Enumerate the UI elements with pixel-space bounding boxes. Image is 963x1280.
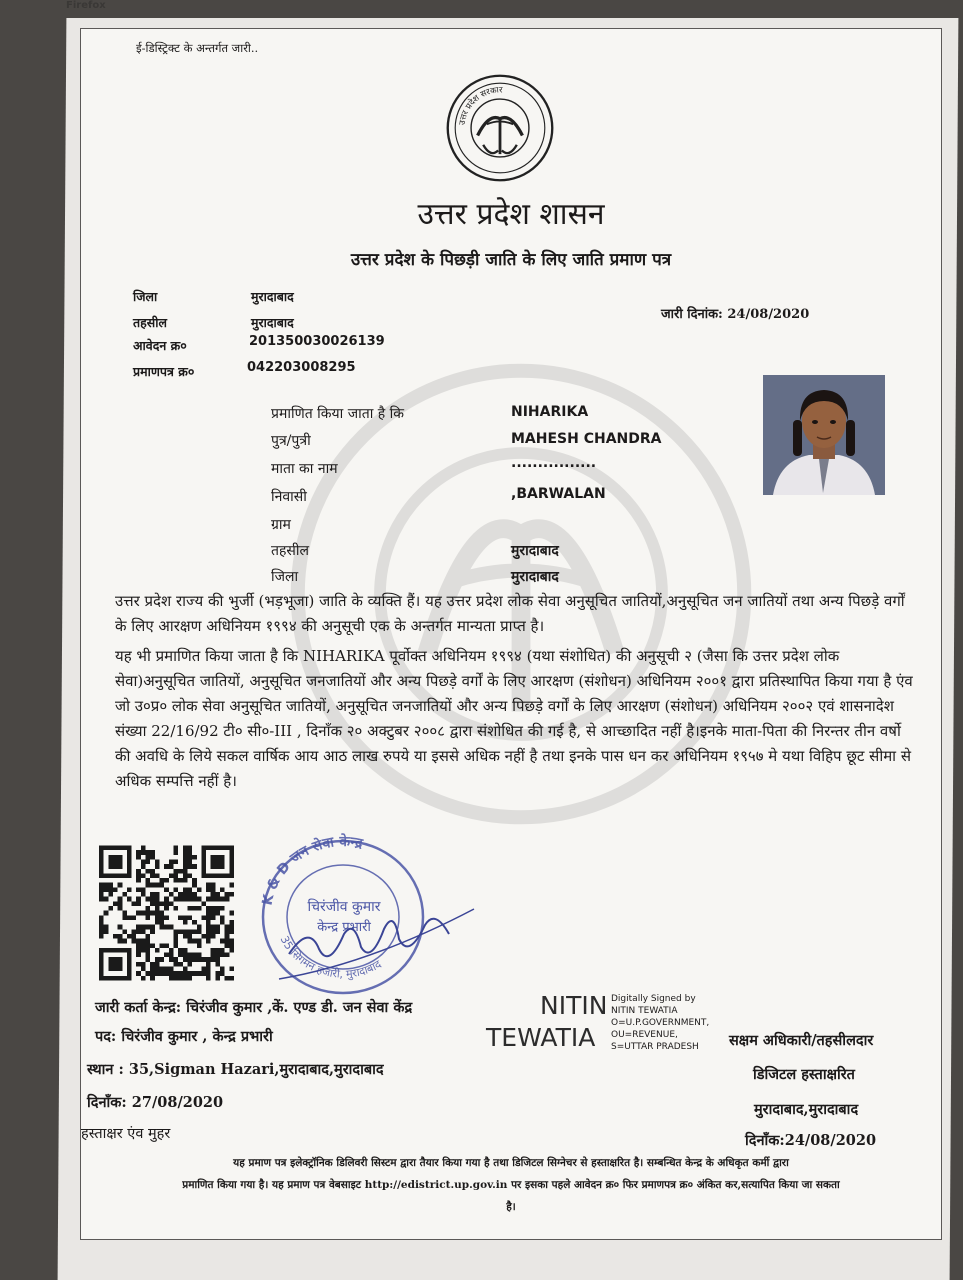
digital-sign-line: OU=REVENUE, (611, 1030, 678, 1040)
officer-title: सक्षम अधिकारी/तहसीलदार (729, 1032, 874, 1049)
field-label-application-no: आवेदन क्र० (133, 338, 187, 353)
certificate-subtitle: उत्तर प्रदेश के पिछड़ी जाति के लिए जाति प्रमाण पत्र (350, 250, 672, 270)
field-label-certificate-no: प्रमाणपत्र क्र० (133, 364, 195, 379)
browser-label: Firefox (66, 0, 106, 11)
detail-label-certified: प्रमाणित किया जाता है कि (271, 406, 405, 422)
seal-bottom-text: 35 सिगमन हजारी, मुरादाबाद (277, 933, 384, 981)
certificate (80, 28, 942, 1240)
officer-date: दिनाँक:24/08/2020 (745, 1132, 877, 1149)
field-label-tehsil: तहसील (133, 315, 167, 330)
detail-label-resident: निवासी (271, 489, 307, 505)
detail-value-district: मुरादाबाद (511, 569, 559, 585)
creamy-layer-paragraph: यह भी प्रमाणित किया जाता है कि NIHARIKA पूर्वोक्त अधिनियम १९९४ (यथा संशोधित) की अनुसूची २ (जैसा कि उत्तर प्रदेश लोक सेवा)अनुसूचित जातियों, अनुसूचित जनजातियों और अन्य पिछड़े वर्गों के लिए आरक्षण (संशोधन) अधिनियम २००१ द्वारा प्रतिस्थापित किया गया है एंव जो उ०प्र० लोक सेवा अनुसूचित जातियों, अनुसूचित जनजातियों और अन्य पिछड़े वर्गों के लिए आरक्षण (संशोधन) अधिनियम २००२ एवं शासनादेश संख्या 22/16/92 टी० सी०-III , दिनाँक २० अक्टुबर २००८ द्वारा संशोधित की गई है, से आच्छादित नहीं है।इनके माता-पिता की निरन्तर तीन वर्षो की अवधि के लिये सकल वार्षिक आय आठ लाख रुपये या इससे अधिक नहीं है तथा इनके पास धन कर अधिनियम १९५७ मे यथा विहिप छूट सीमा से अधिक सम्पत्ति नहीं है। (115, 647, 913, 790)
officer-place: मुरादाबाद,मुरादाबाद (754, 1101, 859, 1118)
field-value-certificate-no: 042203008295 (247, 360, 356, 375)
detail-value-mother: ................ (511, 455, 597, 471)
detail-label-child-of: पुत्र/पुत्री (271, 433, 311, 449)
detail-value-resident: ,BARWALAN (511, 486, 606, 502)
detail-label-village: ग्राम (271, 517, 291, 533)
field-value-tehsil: मुरादाबाद (251, 315, 294, 330)
field-value-district: मुरादाबाद (251, 289, 294, 304)
digital-sign-line: Digitally Signed by (611, 994, 696, 1004)
certificate-footer (101, 1152, 921, 1218)
detail-value-name: NIHARIKA (511, 404, 589, 420)
footer-line: है। (506, 1201, 516, 1213)
detail-value-tehsil: मुरादाबाद (511, 543, 559, 559)
qr-code (99, 844, 234, 982)
digital-sign-details (611, 993, 709, 1053)
footer-line: यह प्रमाण पत्र इलेक्ट्रॉनिक डिलिवरी सिस्टम द्वारा तैयार किया गया है तथा डिजिटल सिग्नेचर से हस्ताक्षरित है। सम्बन्धित केन्द्र के अधिकृत कर्मी द्वारा (233, 1157, 789, 1169)
detail-label-district: जिला (271, 569, 299, 585)
issuer-date: दिनाँक: 27/08/2020 (87, 1094, 224, 1111)
seal-name: चिरंजीव कुमार (307, 899, 381, 915)
applicant-photo (763, 375, 885, 495)
issuer-place: स्थान : 35,Sigman Hazari,मुरादाबाद,मुरादाबाद (87, 1061, 384, 1078)
detail-label-tehsil: तहसील (271, 543, 309, 559)
digital-sign-line: O=U.P.GOVERNMENT, (611, 1018, 710, 1028)
issuer-center: जारी कर्ता केन्द्र: चिरंजीव कुमार ,कें. एण्ड डी. जन सेवा केंद्र (95, 999, 413, 1016)
digital-sign-first: NITIN (540, 991, 608, 1020)
page-title: उत्तर प्रदेश शासन (417, 197, 605, 232)
caste-declaration-paragraph: उत्तर प्रदेश राज्य की भुर्जी (भड़भूजा) जाति के व्यक्ति हैं। यह उत्तर प्रदेश लोक सेवा अनुसूचित जातियों,अनुसूचित जन जातियों तथा अन्य पिछड़े वर्गों के लिए आरक्षण अधिनियम १९९४ की अनुसूची एक के अन्तर्गत मान्यता प्राप्त है। (115, 592, 905, 635)
top-note: ई-डिस्ट्रिक्ट के अन्तर्गत जारी.. (136, 41, 259, 55)
issuer-post: पद: चिरंजीव कुमार , केन्द्र प्रभारी (95, 1028, 273, 1045)
digital-sign-last: TEWATIA (486, 1023, 596, 1052)
emblem-text: उत्तर प्रदेश सरकार (456, 84, 503, 126)
footer-line: प्रमाणित किया गया है। यह प्रमाण पत्र वेबसाइट http://edistrict.up.gov.in पर इसका पहले आवेदन क्र० फिर प्रमाणपत्र क्र० अंकित कर,सत्यापित किया जा सकता (182, 1179, 840, 1191)
svg-text:K & D जन सेवा केन्द्र (260, 833, 365, 907)
issue-date: जारी दिनांक: 24/08/2020 (661, 307, 810, 322)
issuer-sign-note: हस्ताक्षर एंव मुहर (81, 1126, 171, 1142)
detail-value-parent: MAHESH CHANDRA (511, 431, 662, 447)
up-government-emblem-icon (444, 71, 556, 185)
seal-role: केन्द्र प्रभारी (317, 920, 371, 935)
officer-signed: डिजिटल हस्ताक्षरित (753, 1066, 855, 1083)
field-label-district: जिला (133, 289, 158, 304)
center-seal-stamp (249, 829, 479, 999)
field-value-application-no: 201350030026139 (249, 334, 385, 349)
detail-label-mother: माता का नाम (271, 461, 338, 477)
digital-sign-line: S=UTTAR PRADESH (611, 1042, 699, 1052)
seal-ring-text: K & D जन सेवा केन्द्र (259, 833, 365, 907)
digital-sign-line: NITIN TEWATIA (611, 1006, 678, 1016)
